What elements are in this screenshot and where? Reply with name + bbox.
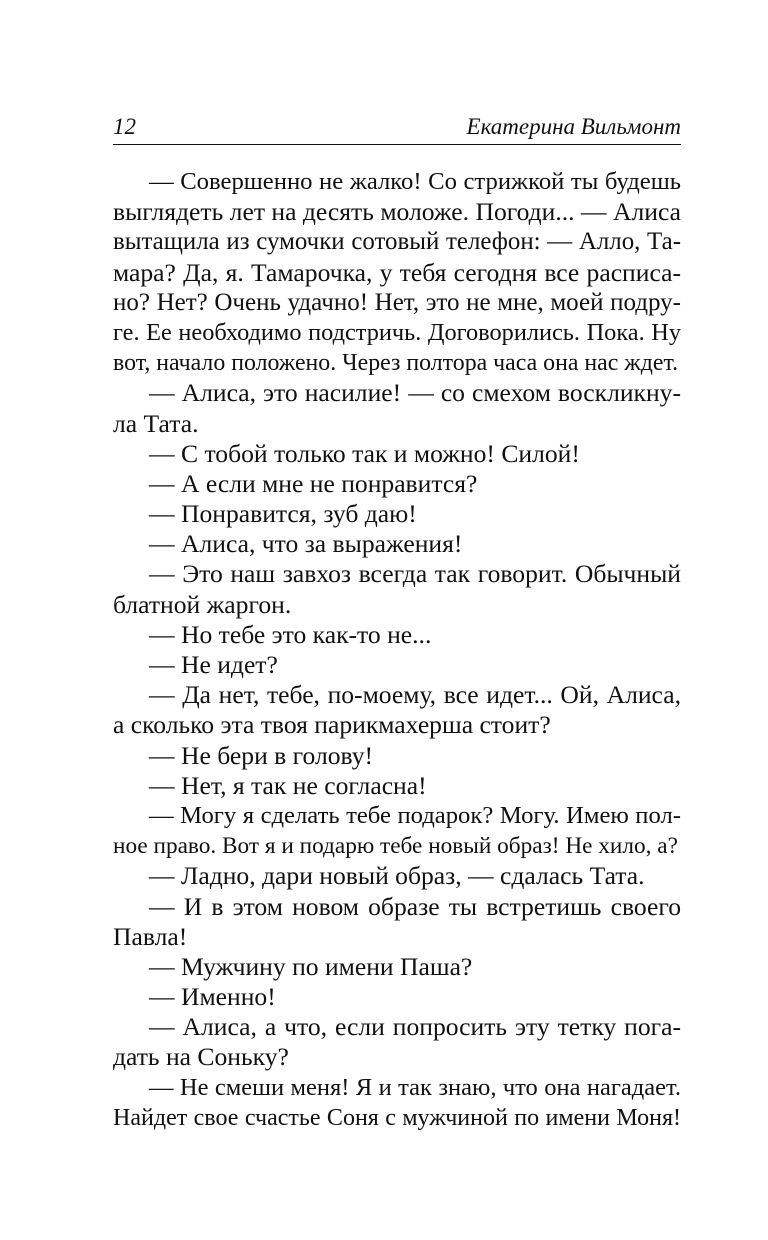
text-line: Павла! <box>113 921 188 951</box>
text-line: — Не смеши меня! Я и так знаю, что она нагадает. <box>149 1073 681 1101</box>
text-line: — Алиса, это насилие! — со смехом воскликну- <box>149 378 681 408</box>
text-line: блатной жаргон. <box>113 589 292 619</box>
body-text <box>113 167 681 1133</box>
text-line: вытащила из сумочки сотовый телефон: — Алло, Та- <box>113 228 681 256</box>
text-line: — С тобой только так и можно! Силой! <box>149 438 580 468</box>
text-line: Найдет свое счастье Соня с мужчиной по имени Моня! <box>113 1104 681 1131</box>
text-line: — Совершенно не жалко! Со стрижкой ты будешь <box>149 168 681 195</box>
text-line: — Могу я сделать тебе подарок? Могу. Имею пол- <box>149 801 681 829</box>
text-line: — Но тебе это как-то не... <box>149 619 432 649</box>
text-line: мара? Да, я. Тамарочка, у тебя сегодня все расписа- <box>113 257 681 287</box>
running-head-author: Екатерина Вильмонт <box>466 114 681 139</box>
text-line: — Не бери в голову! <box>149 740 374 770</box>
page-header <box>113 110 681 145</box>
text-line: ге. Ее необходимо подстричь. Договорились. Пока. Ну <box>113 318 681 346</box>
page-number: 12 <box>113 114 136 139</box>
text-line: — Ладно, дари новый образ, — сдалась Тата. <box>149 861 645 891</box>
text-line: — Алиса, а что, если попросить эту тетку пога- <box>149 1012 681 1042</box>
text-line: — А если мне не понравится? <box>149 468 478 498</box>
text-line: — Это наш завхоз всегда так говорит. Обычный <box>149 559 681 589</box>
text-line: вот, начало положено. Через полтора часа она нас ждет. <box>113 350 679 377</box>
text-line: — И в этом новом образе ты встретишь своего <box>149 891 681 921</box>
text-line: — Не идет? <box>149 650 278 679</box>
text-line: — Именно! <box>149 982 276 1012</box>
text-line: — Да нет, тебе, по-моему, все идет... Ой, Алиса, <box>149 680 681 710</box>
text-line: ла Тата. <box>113 408 199 438</box>
text-line: а сколько эта твоя парикмахерша стоит? <box>113 710 551 740</box>
text-line: дать на Соньку? <box>113 1042 289 1072</box>
text-line: — Понравится, зуб даю! <box>149 499 417 529</box>
text-line: — Мужчину по имени Паша? <box>149 951 473 981</box>
text-line: выглядеть лет на десять моложе. Погоди... — Алиса <box>113 197 681 227</box>
text-line: — Нет, я так не согласна! <box>149 770 427 800</box>
text-line: но? Нет? Очень удачно! Нет, это не мне, моей подру- <box>113 288 681 316</box>
text-line: ное право. Вот я и подарю тебе новый образ! Не хило, а? <box>113 833 678 860</box>
text-line: — Алиса, что за выражения! <box>149 529 463 559</box>
